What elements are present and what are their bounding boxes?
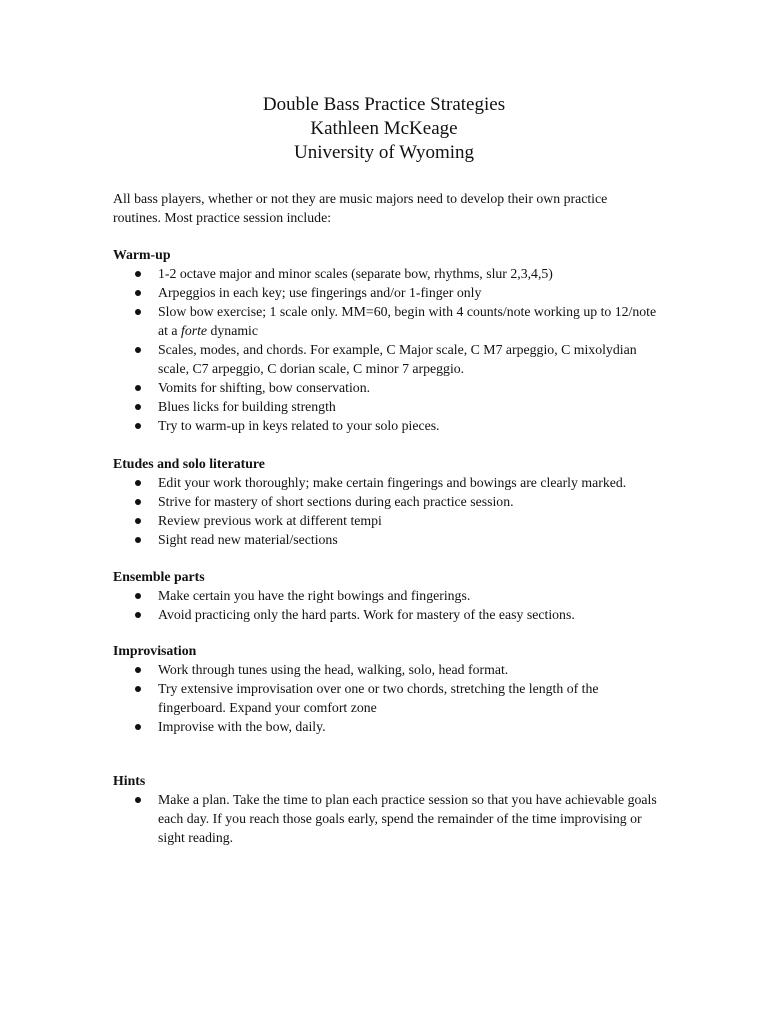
institution-name: University of Wyoming bbox=[293, 142, 475, 163]
list-item-text: Work through tunes using the head, walking, solo, head format. bbox=[158, 662, 509, 677]
list-item-text: Try extensive improvisation over one or two chords, stretching the length of the fingerboard. Expand your comfort zone bbox=[158, 681, 599, 715]
section-heading-warmup: Warm-up bbox=[113, 247, 171, 262]
document-title: Double Bass Practice Strategies bbox=[262, 94, 506, 115]
section-heading-hints: Hints bbox=[113, 773, 146, 788]
document-body bbox=[113, 189, 658, 847]
list-item-text: Improvise with the bow, daily. bbox=[158, 719, 326, 734]
list-item bbox=[113, 511, 658, 530]
bullet-list-hints bbox=[113, 790, 658, 847]
list-item bbox=[113, 717, 658, 736]
list-item bbox=[113, 530, 658, 549]
list-item bbox=[113, 679, 658, 717]
bullet-dot-icon bbox=[135, 537, 141, 543]
section-hints bbox=[113, 771, 658, 847]
list-item bbox=[113, 283, 658, 302]
section-ensemble bbox=[113, 567, 658, 624]
section-heading-ensemble: Ensemble parts bbox=[113, 569, 205, 584]
author-name: Kathleen McKeage bbox=[310, 118, 458, 139]
bullet-list-warmup bbox=[113, 264, 658, 435]
bullet-dot-icon bbox=[135, 612, 141, 618]
list-item-text: Blues licks for building strength bbox=[158, 399, 336, 414]
list-item bbox=[113, 397, 658, 416]
list-item-emphasis: forte bbox=[180, 323, 208, 338]
intro-paragraph: All bass players, whether or not they are music majors need to develop their own practice routines. Most practice session include: bbox=[113, 191, 608, 225]
bullet-dot-icon bbox=[135, 404, 141, 410]
section-heading-improvisation: Improvisation bbox=[113, 643, 197, 658]
list-item-text: Try to warm-up in keys related to your solo pieces. bbox=[158, 418, 440, 433]
section-etudes bbox=[113, 454, 658, 549]
list-item bbox=[113, 660, 658, 679]
list-item-text: Scales, modes, and chords. For example, C Major scale, C M7 arpeggio, C mixolydian scale, C7 arpeggio, C dorian scale, C minor 7 arpeggio. bbox=[158, 342, 637, 376]
bullet-dot-icon bbox=[135, 309, 141, 315]
list-item-text: 1-2 octave major and minor scales (separate bow, rhythms, slur 2,3,4,5) bbox=[158, 266, 553, 281]
list-item bbox=[113, 473, 658, 492]
list-item bbox=[113, 302, 658, 340]
bullet-dot-icon bbox=[135, 724, 141, 730]
title-block bbox=[0, 93, 768, 165]
bullet-dot-icon bbox=[135, 667, 141, 673]
list-item-text: Review previous work at different tempi bbox=[158, 513, 382, 528]
list-item-text: Sight read new material/sections bbox=[158, 532, 338, 547]
bullet-list-ensemble bbox=[113, 586, 658, 624]
list-item-text: Make a plan. Take the time to plan each practice session so that you have achievable goals each day. If you reach those goals early, spend the remainder of the time improvising or sight reading. bbox=[158, 792, 657, 845]
bullet-dot-icon bbox=[135, 271, 141, 277]
bullet-dot-icon bbox=[135, 797, 141, 803]
bullet-dot-icon bbox=[135, 686, 141, 692]
bullet-dot-icon bbox=[135, 385, 141, 391]
bullet-dot-icon bbox=[135, 290, 141, 296]
bullet-dot-icon bbox=[135, 423, 141, 429]
list-item-text: Avoid practicing only the hard parts. Work for mastery of the easy sections. bbox=[158, 607, 575, 622]
bullet-dot-icon bbox=[135, 480, 141, 486]
list-item bbox=[113, 264, 658, 283]
list-item bbox=[113, 340, 658, 378]
list-item-text: Arpeggios in each key; use fingerings and/or 1-finger only bbox=[158, 285, 482, 300]
list-item bbox=[113, 605, 658, 624]
list-item bbox=[113, 492, 658, 511]
section-heading-etudes: Etudes and solo literature bbox=[113, 456, 265, 471]
bullet-list-etudes bbox=[113, 473, 658, 549]
list-item-text: Slow bow exercise; 1 scale only. MM=60, begin with 4 counts/note working up to 12/note at a bbox=[158, 304, 657, 338]
section-improvisation bbox=[113, 641, 658, 736]
list-item-text: dynamic bbox=[207, 323, 259, 338]
bullet-dot-icon bbox=[135, 347, 141, 353]
list-item bbox=[113, 378, 658, 397]
bullet-dot-icon bbox=[135, 593, 141, 599]
list-item-text: Strive for mastery of short sections during each practice session. bbox=[158, 494, 514, 509]
list-item bbox=[113, 586, 658, 605]
list-item bbox=[113, 416, 658, 435]
bullet-dot-icon bbox=[135, 518, 141, 524]
bullet-list-improvisation bbox=[113, 660, 658, 736]
section-warmup bbox=[113, 245, 658, 435]
list-item-text: Edit your work thoroughly; make certain fingerings and bowings are clearly marked. bbox=[158, 475, 627, 490]
list-item-text: Make certain you have the right bowings and fingerings. bbox=[158, 588, 471, 603]
list-item bbox=[113, 790, 658, 847]
bullet-dot-icon bbox=[135, 499, 141, 505]
list-item-text: Vomits for shifting, bow conservation. bbox=[158, 380, 371, 395]
